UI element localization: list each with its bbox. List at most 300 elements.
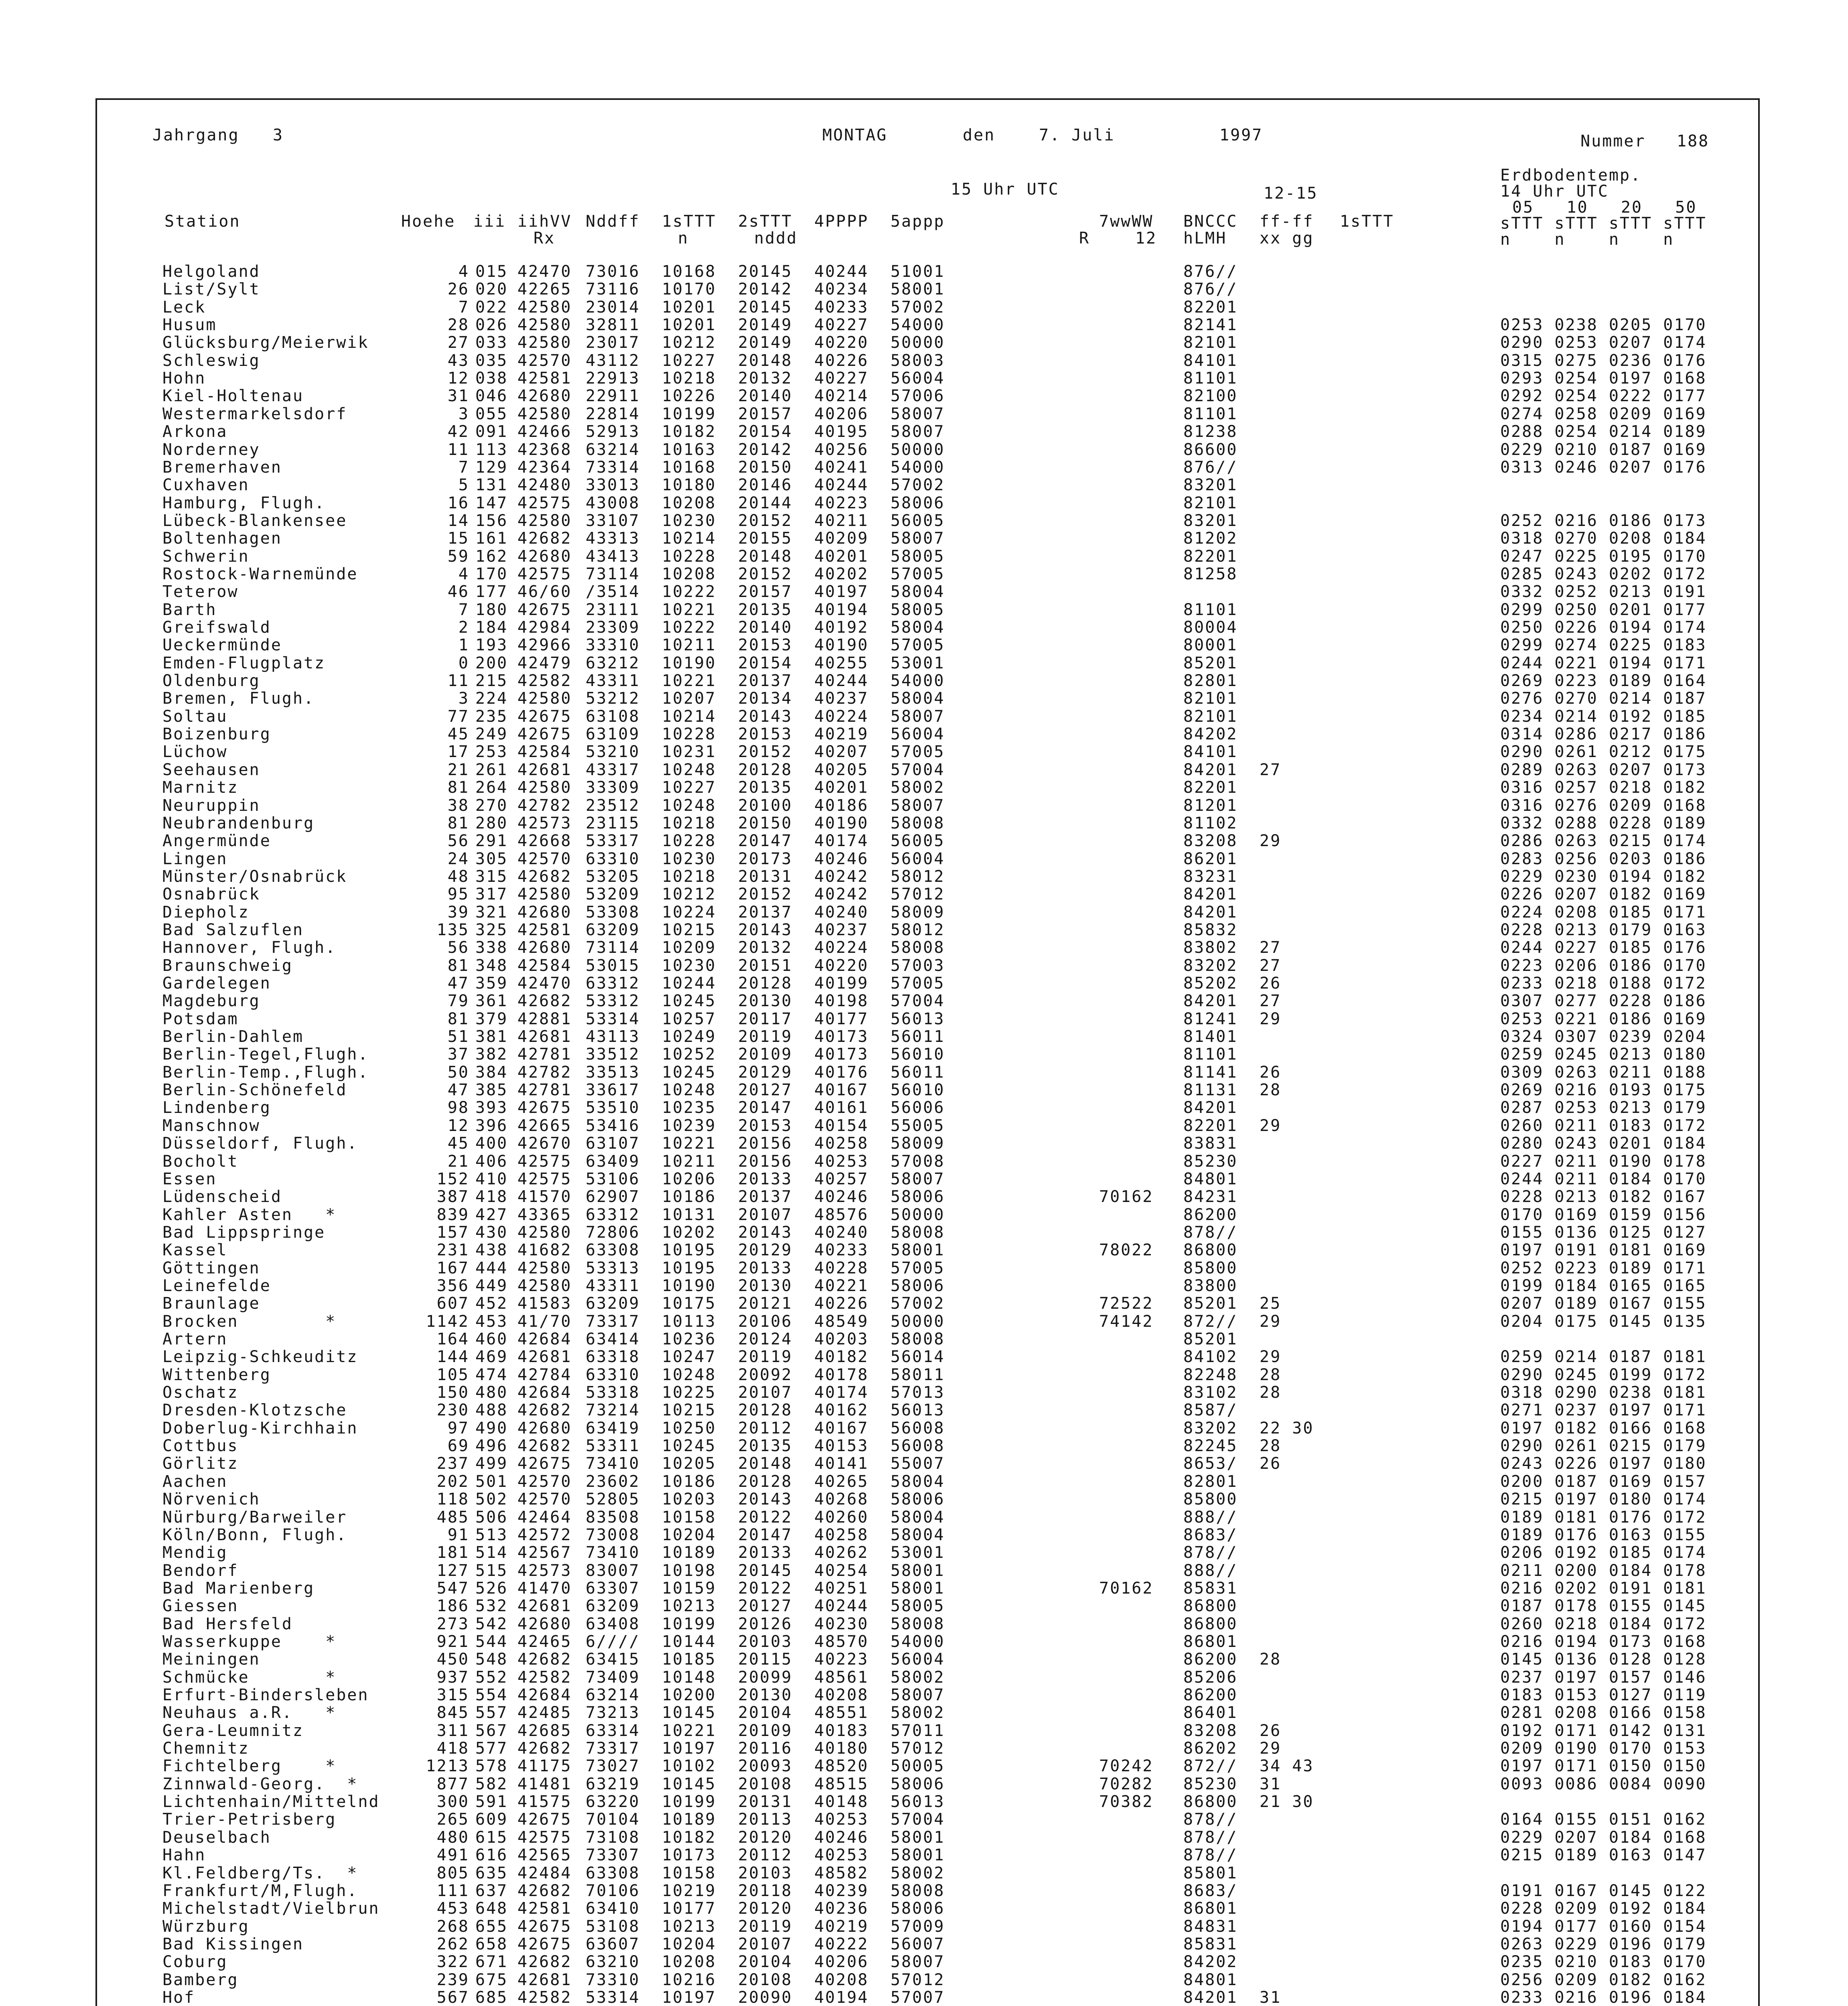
cell-5appp: 54000 bbox=[891, 316, 945, 335]
cell-iii: 384 bbox=[475, 1063, 508, 1082]
cell-station: Braunlage bbox=[162, 1294, 260, 1313]
cell-station: Bad Lippspringe bbox=[162, 1223, 326, 1242]
cell-nddff: 22911 bbox=[586, 387, 640, 406]
cell-bnccc: 82101 bbox=[1183, 493, 1238, 512]
cell-5appp: 58007 bbox=[891, 529, 945, 548]
cell-hoehe: 12 bbox=[447, 1116, 469, 1135]
cell-1sttt: 10202 bbox=[662, 1223, 716, 1242]
cell-nddff: 83508 bbox=[586, 1508, 640, 1527]
cell-soil: 0260 0218 0184 0172 bbox=[1500, 1614, 1707, 1633]
cell-4pppp: 40206 bbox=[814, 1953, 869, 1971]
cell-4pppp: 40227 bbox=[814, 316, 869, 335]
cell-bnccc: 86401 bbox=[1183, 1703, 1238, 1722]
cell-1sttt: 10203 bbox=[662, 1490, 716, 1509]
cell-iihvv: 42584 bbox=[517, 956, 572, 975]
table-row bbox=[0, 334, 1848, 351]
cell-iihvv: 42675 bbox=[517, 1917, 572, 1936]
cell-2sttt: 20134 bbox=[738, 689, 793, 708]
table-row bbox=[0, 352, 1848, 370]
cell-nddff: 63308 bbox=[586, 1864, 640, 1882]
cell-7wwww: 74142 bbox=[1099, 1312, 1154, 1331]
cell-hoehe: 300 bbox=[436, 1793, 469, 1811]
cell-iii: 635 bbox=[475, 1864, 508, 1882]
cell-hoehe: 45 bbox=[447, 725, 469, 744]
cell-station: Norderney bbox=[162, 440, 260, 459]
cell-7wwww: 78022 bbox=[1099, 1241, 1154, 1260]
table-row bbox=[0, 1669, 1848, 1686]
cell-station: Artern bbox=[162, 1330, 228, 1348]
cell-iihvv: 43365 bbox=[517, 1205, 572, 1224]
cell-station: Frankfurt/M,Flugh. bbox=[162, 1881, 358, 1900]
cell-1sttt: 10189 bbox=[662, 1810, 716, 1829]
cell-hoehe: 37 bbox=[447, 1045, 469, 1064]
cell-iii: 348 bbox=[475, 956, 508, 975]
cell-iii: 577 bbox=[475, 1739, 508, 1758]
cell-hoehe: 231 bbox=[436, 1241, 469, 1260]
cell-bnccc: 878// bbox=[1183, 1543, 1238, 1562]
cell-5appp: 58007 bbox=[891, 1169, 945, 1188]
cell-iii: 438 bbox=[475, 1241, 508, 1260]
table-row bbox=[0, 423, 1848, 441]
table-row bbox=[0, 1686, 1848, 1704]
cell-bnccc: 84231 bbox=[1183, 1188, 1238, 1206]
cell-iii: 147 bbox=[475, 493, 508, 512]
cell-soil: 0224 0208 0185 0171 bbox=[1500, 903, 1707, 922]
table-row bbox=[0, 1384, 1848, 1401]
cell-iii: 224 bbox=[475, 689, 508, 708]
cell-2sttt: 20119 bbox=[738, 1027, 793, 1046]
cell-1sttt: 10175 bbox=[662, 1294, 716, 1313]
cell-bnccc: 86600 bbox=[1183, 440, 1238, 459]
cell-nddff: 73409 bbox=[586, 1668, 640, 1687]
cell-soil: 0290 0253 0207 0174 bbox=[1500, 333, 1707, 352]
cell-bnccc: 85202 bbox=[1183, 974, 1238, 993]
cell-2sttt: 20108 bbox=[738, 1970, 793, 1989]
cell-iii: 393 bbox=[475, 1098, 508, 1117]
cell-ff: 29 bbox=[1260, 1739, 1282, 1758]
cell-iihvv: 41175 bbox=[517, 1757, 572, 1776]
cell-bnccc: 82201 bbox=[1183, 778, 1238, 797]
cell-1sttt: 10212 bbox=[662, 885, 716, 904]
cell-iihvv: 42675 bbox=[517, 1098, 572, 1117]
cell-ff: 27 bbox=[1260, 760, 1282, 779]
cell-2sttt: 20149 bbox=[738, 333, 793, 352]
table-row bbox=[0, 992, 1848, 1010]
cell-1sttt: 10168 bbox=[662, 458, 716, 477]
cell-1sttt: 10228 bbox=[662, 725, 716, 744]
col-bnccc-sub: hLMH bbox=[1183, 229, 1227, 248]
cell-hoehe: 81 bbox=[447, 956, 469, 975]
cell-iii: 453 bbox=[475, 1312, 508, 1331]
col-r: R bbox=[1079, 229, 1090, 248]
cell-2sttt: 20126 bbox=[738, 1614, 793, 1633]
cell-nddff: 63312 bbox=[586, 974, 640, 993]
cell-iihvv: 42984 bbox=[517, 618, 572, 637]
cell-5appp: 57005 bbox=[891, 636, 945, 655]
cell-2sttt: 20144 bbox=[738, 493, 793, 512]
cell-hoehe: 1213 bbox=[426, 1757, 469, 1776]
cell-soil: 0292 0254 0222 0177 bbox=[1500, 387, 1707, 406]
cell-ff: 21 30 bbox=[1260, 1793, 1314, 1811]
cell-iihvv: 42675 bbox=[517, 725, 572, 744]
cell-ff: 27 bbox=[1260, 992, 1282, 1011]
table-row bbox=[0, 1935, 1848, 1953]
cell-2sttt: 20152 bbox=[738, 885, 793, 904]
cell-station: Bamberg bbox=[162, 1970, 239, 1989]
cell-2sttt: 20149 bbox=[738, 316, 793, 335]
cell-2sttt: 20148 bbox=[738, 351, 793, 370]
cell-2sttt: 20107 bbox=[738, 1205, 793, 1224]
cell-station: Hamburg, Flugh. bbox=[162, 493, 326, 512]
cell-4pppp: 40253 bbox=[814, 1152, 869, 1171]
cell-5appp: 57007 bbox=[891, 1988, 945, 2006]
table-row bbox=[0, 1117, 1848, 1135]
cell-1sttt: 10213 bbox=[662, 1597, 716, 1616]
cell-4pppp: 40183 bbox=[814, 1721, 869, 1740]
cell-iihvv: 42580 bbox=[517, 689, 572, 708]
year: 1997 bbox=[1219, 126, 1263, 144]
cell-5appp: 56006 bbox=[891, 1098, 945, 1117]
cell-iii: 385 bbox=[475, 1081, 508, 1100]
cell-bnccc: 81258 bbox=[1183, 564, 1238, 583]
cell-4pppp: 40148 bbox=[814, 1793, 869, 1811]
cell-iii: 361 bbox=[475, 992, 508, 1011]
cell-iihvv: 41481 bbox=[517, 1775, 572, 1793]
cell-hoehe: 167 bbox=[436, 1259, 469, 1277]
cell-station: Arkona bbox=[162, 422, 228, 441]
cell-ff: 27 bbox=[1260, 956, 1282, 975]
cell-2sttt: 20156 bbox=[738, 1134, 793, 1153]
cell-4pppp: 40224 bbox=[814, 938, 869, 957]
cell-2sttt: 20132 bbox=[738, 938, 793, 957]
cell-station: Wasserkuppe * bbox=[162, 1632, 337, 1651]
cell-nddff: 63409 bbox=[586, 1152, 640, 1171]
cell-iii: 253 bbox=[475, 743, 508, 761]
cell-4pppp: 40195 bbox=[814, 422, 869, 441]
cell-hoehe: 56 bbox=[447, 832, 469, 851]
cell-hoehe: 50 bbox=[447, 1063, 469, 1082]
cell-2sttt: 20131 bbox=[738, 1793, 793, 1811]
table-row bbox=[0, 387, 1848, 405]
cell-5appp: 56004 bbox=[891, 849, 945, 868]
cell-5appp: 58006 bbox=[891, 1899, 945, 1918]
cell-ff: 27 bbox=[1260, 938, 1282, 957]
cell-iihvv: 42575 bbox=[517, 564, 572, 583]
cell-5appp: 57012 bbox=[891, 1970, 945, 1989]
cell-4pppp: 40226 bbox=[814, 1294, 869, 1313]
cell-nddff: 32811 bbox=[586, 316, 640, 335]
cell-2sttt: 20108 bbox=[738, 1775, 793, 1793]
table-row bbox=[0, 1330, 1848, 1348]
cell-nddff: 53416 bbox=[586, 1116, 640, 1135]
cell-station: Deuselbach bbox=[162, 1828, 271, 1847]
cell-nddff: /3514 bbox=[586, 583, 640, 601]
cell-4pppp: 40237 bbox=[814, 920, 869, 939]
cell-5appp: 58005 bbox=[891, 547, 945, 566]
cell-nddff: 63307 bbox=[586, 1579, 640, 1598]
cell-bnccc: 85201 bbox=[1183, 1294, 1238, 1313]
cell-4pppp: 40162 bbox=[814, 1401, 869, 1420]
cell-2sttt: 20116 bbox=[738, 1739, 793, 1758]
cell-bnccc: 878// bbox=[1183, 1846, 1238, 1865]
table-row bbox=[0, 530, 1848, 547]
cell-station: Osnabrück bbox=[162, 885, 260, 904]
cell-hoehe: 7 bbox=[458, 458, 469, 477]
cell-iii: 035 bbox=[475, 351, 508, 370]
cell-5appp: 58005 bbox=[891, 600, 945, 619]
col-iii: iii bbox=[473, 212, 506, 231]
cell-2sttt: 20152 bbox=[738, 511, 793, 530]
cell-1sttt: 10222 bbox=[662, 618, 716, 637]
cell-iihvv: 42881 bbox=[517, 1009, 572, 1028]
cell-1sttt: 10201 bbox=[662, 298, 716, 317]
cell-soil: 0189 0176 0163 0155 bbox=[1500, 1525, 1707, 1544]
cell-ff: 29 bbox=[1260, 1312, 1282, 1331]
table-row bbox=[0, 636, 1848, 654]
cell-ff: 26 bbox=[1260, 974, 1282, 993]
cell-bnccc: 84202 bbox=[1183, 725, 1238, 744]
cell-iihvv: 42580 bbox=[517, 333, 572, 352]
cell-nddff: 43112 bbox=[586, 351, 640, 370]
col-2sttt-sub: nddd bbox=[754, 229, 798, 248]
cell-iihvv: 42368 bbox=[517, 440, 572, 459]
cell-iihvv: 42680 bbox=[517, 1614, 572, 1633]
cell-bnccc: 82141 bbox=[1183, 316, 1238, 335]
cell-station: Potsdam bbox=[162, 1009, 239, 1028]
cell-bnccc: 86200 bbox=[1183, 1650, 1238, 1669]
cell-4pppp: 40219 bbox=[814, 725, 869, 744]
cell-nddff: 63415 bbox=[586, 1650, 640, 1669]
cell-station: Helgoland bbox=[162, 262, 260, 281]
cell-1sttt: 10221 bbox=[662, 600, 716, 619]
cell-iii: 418 bbox=[475, 1188, 508, 1206]
cell-iii: 129 bbox=[475, 458, 508, 477]
cell-4pppp: 40237 bbox=[814, 689, 869, 708]
cell-iihvv: 42479 bbox=[517, 654, 572, 672]
cell-station: Oldenburg bbox=[162, 672, 260, 690]
cell-hoehe: 81 bbox=[447, 778, 469, 797]
col-ff-sub: xx gg bbox=[1260, 229, 1314, 248]
cell-5appp: 56014 bbox=[891, 1348, 945, 1366]
table-row bbox=[0, 1775, 1848, 1793]
cell-4pppp: 40224 bbox=[814, 707, 869, 726]
cell-2sttt: 20147 bbox=[738, 832, 793, 851]
cell-1sttt: 10102 bbox=[662, 1757, 716, 1776]
cell-iii: 609 bbox=[475, 1810, 508, 1829]
table-row bbox=[0, 1277, 1848, 1295]
cell-bnccc: 86800 bbox=[1183, 1614, 1238, 1633]
cell-1sttt: 10248 bbox=[662, 760, 716, 779]
cell-2sttt: 20112 bbox=[738, 1846, 793, 1865]
cell-nddff: 53318 bbox=[586, 1383, 640, 1402]
cell-station: Boizenburg bbox=[162, 725, 271, 744]
cell-5appp: 54000 bbox=[891, 458, 945, 477]
cell-hoehe: 315 bbox=[436, 1686, 469, 1704]
cell-soil: 0233 0218 0188 0172 bbox=[1500, 974, 1707, 993]
cell-ff: 25 bbox=[1260, 1294, 1282, 1313]
cell-nddff: 73116 bbox=[586, 280, 640, 299]
table-row bbox=[0, 1971, 1848, 1989]
cell-soil: 0288 0254 0214 0189 bbox=[1500, 422, 1707, 441]
cell-1sttt: 10195 bbox=[662, 1241, 716, 1260]
cell-soil: 0189 0181 0176 0172 bbox=[1500, 1508, 1707, 1527]
cell-5appp: 57002 bbox=[891, 476, 945, 495]
table-row bbox=[0, 1562, 1848, 1580]
cell-5appp: 57004 bbox=[891, 760, 945, 779]
cell-5appp: 57005 bbox=[891, 743, 945, 761]
cell-hoehe: 27 bbox=[447, 333, 469, 352]
cell-1sttt: 10145 bbox=[662, 1703, 716, 1722]
cell-5appp: 58004 bbox=[891, 1525, 945, 1544]
cell-5appp: 58004 bbox=[891, 583, 945, 601]
cell-5appp: 57006 bbox=[891, 387, 945, 406]
cell-hoehe: 157 bbox=[436, 1223, 469, 1242]
cell-nddff: 63310 bbox=[586, 1365, 640, 1384]
cell-soil: 0191 0167 0145 0122 bbox=[1500, 1881, 1707, 1900]
cell-soil: 0215 0189 0163 0147 bbox=[1500, 1846, 1707, 1865]
cell-2sttt: 20120 bbox=[738, 1899, 793, 1918]
cell-4pppp: 40244 bbox=[814, 476, 869, 495]
cell-1sttt: 10190 bbox=[662, 654, 716, 672]
cell-5appp: 58002 bbox=[891, 1864, 945, 1882]
cell-1sttt: 10186 bbox=[662, 1188, 716, 1206]
cell-soil: 0211 0200 0184 0178 bbox=[1500, 1561, 1707, 1580]
cell-nddff: 63214 bbox=[586, 1686, 640, 1704]
cell-nddff: 73310 bbox=[586, 1970, 640, 1989]
table-row bbox=[0, 619, 1848, 636]
cell-5appp: 58001 bbox=[891, 280, 945, 299]
cell-iihvv: 42681 bbox=[517, 1348, 572, 1366]
cell-iii: 235 bbox=[475, 707, 508, 726]
cell-iihvv: 42364 bbox=[517, 458, 572, 477]
cell-station: Diepholz bbox=[162, 903, 250, 922]
cell-7wwww: 72522 bbox=[1099, 1294, 1154, 1313]
cell-iihvv: 42465 bbox=[517, 1632, 572, 1651]
cell-2sttt: 20103 bbox=[738, 1632, 793, 1651]
cell-bnccc: 85230 bbox=[1183, 1775, 1238, 1793]
cell-hoehe: 105 bbox=[436, 1365, 469, 1384]
cell-2sttt: 20107 bbox=[738, 1935, 793, 1953]
cell-1sttt: 10199 bbox=[662, 1793, 716, 1811]
cell-hoehe: 91 bbox=[447, 1525, 469, 1544]
table-row bbox=[0, 868, 1848, 885]
cell-5appp: 58012 bbox=[891, 920, 945, 939]
cell-1sttt: 10248 bbox=[662, 796, 716, 815]
cell-hoehe: 97 bbox=[447, 1419, 469, 1437]
cell-2sttt: 20145 bbox=[738, 298, 793, 317]
cell-iii: 162 bbox=[475, 547, 508, 566]
table-row bbox=[0, 743, 1848, 761]
cell-iihvv: 41682 bbox=[517, 1241, 572, 1260]
table-row bbox=[0, 1722, 1848, 1740]
cell-5appp: 56010 bbox=[891, 1081, 945, 1100]
cell-2sttt: 20124 bbox=[738, 1330, 793, 1348]
cell-4pppp: 40174 bbox=[814, 832, 869, 851]
cell-soil: 0155 0136 0125 0127 bbox=[1500, 1223, 1707, 1242]
cell-iii: 022 bbox=[475, 298, 508, 317]
cell-nddff: 52913 bbox=[586, 422, 640, 441]
cell-bnccc: 86202 bbox=[1183, 1739, 1238, 1758]
cell-nddff: 73008 bbox=[586, 1525, 640, 1544]
cell-1sttt: 10201 bbox=[662, 316, 716, 335]
cell-iihvv: 42470 bbox=[517, 974, 572, 993]
cell-iihvv: 42682 bbox=[517, 1881, 572, 1900]
cell-nddff: 63209 bbox=[586, 1294, 640, 1313]
cell-iihvv: 42575 bbox=[517, 493, 572, 512]
col-soil: sTTT sTTT sTTT sTTT bbox=[1500, 214, 1707, 233]
cell-nddff: 63209 bbox=[586, 920, 640, 939]
cell-4pppp: 40153 bbox=[814, 1437, 869, 1456]
cell-5appp: 56008 bbox=[891, 1419, 945, 1437]
cell-station: Düsseldorf, Flugh. bbox=[162, 1134, 358, 1153]
cell-station: Coburg bbox=[162, 1953, 228, 1971]
table-row bbox=[0, 1633, 1848, 1651]
cell-iihvv: 42680 bbox=[517, 938, 572, 957]
table-row bbox=[0, 1740, 1848, 1757]
cell-1sttt: 10250 bbox=[662, 1419, 716, 1437]
cell-4pppp: 40265 bbox=[814, 1472, 869, 1491]
soil-depths: 05 10 20 50 bbox=[1512, 198, 1697, 217]
cell-4pppp: 40176 bbox=[814, 1063, 869, 1082]
cell-iihvv: 42665 bbox=[517, 1116, 572, 1135]
cell-2sttt: 20130 bbox=[738, 1276, 793, 1295]
table-row bbox=[0, 1099, 1848, 1117]
cell-4pppp: 40154 bbox=[814, 1116, 869, 1135]
cell-soil: 0192 0171 0142 0131 bbox=[1500, 1721, 1707, 1740]
cell-bnccc: 83802 bbox=[1183, 938, 1238, 957]
cell-4pppp: 40260 bbox=[814, 1508, 869, 1527]
cell-1sttt: 10190 bbox=[662, 1276, 716, 1295]
cell-4pppp: 40194 bbox=[814, 600, 869, 619]
col-1sttt-sub: n bbox=[678, 229, 689, 248]
cell-2sttt: 20109 bbox=[738, 1045, 793, 1064]
cell-iihvv: 42464 bbox=[517, 1508, 572, 1527]
cell-2sttt: 20122 bbox=[738, 1579, 793, 1598]
cell-5appp: 57012 bbox=[891, 885, 945, 904]
cell-4pppp: 40253 bbox=[814, 1810, 869, 1829]
table-row bbox=[0, 1882, 1848, 1900]
table-row bbox=[0, 405, 1848, 423]
table-row bbox=[0, 512, 1848, 530]
cell-station: Chemnitz bbox=[162, 1739, 250, 1758]
cell-bnccc: 876// bbox=[1183, 280, 1238, 299]
cell-1sttt: 10213 bbox=[662, 1917, 716, 1936]
table-row bbox=[0, 672, 1848, 690]
cell-nddff: 63209 bbox=[586, 1597, 640, 1616]
cell-iii: 499 bbox=[475, 1454, 508, 1473]
cell-4pppp: 40254 bbox=[814, 1561, 869, 1580]
table-row bbox=[0, 1455, 1848, 1472]
cell-hoehe: 14 bbox=[447, 511, 469, 530]
cell-2sttt: 20152 bbox=[738, 564, 793, 583]
cell-5appp: 58001 bbox=[891, 1828, 945, 1847]
cell-5appp: 58007 bbox=[891, 707, 945, 726]
cell-bnccc: 82100 bbox=[1183, 387, 1238, 406]
cell-hoehe: 230 bbox=[436, 1401, 469, 1420]
cell-station: Magdeburg bbox=[162, 992, 260, 1011]
cell-hoehe: 311 bbox=[436, 1721, 469, 1740]
cell-5appp: 50000 bbox=[891, 333, 945, 352]
cell-hoehe: 268 bbox=[436, 1917, 469, 1936]
cell-iii: 406 bbox=[475, 1152, 508, 1171]
cell-nddff: 63219 bbox=[586, 1775, 640, 1793]
cell-station: Bremen, Flugh. bbox=[162, 689, 315, 708]
cell-4pppp: 40167 bbox=[814, 1419, 869, 1437]
cell-4pppp: 40244 bbox=[814, 672, 869, 690]
cell-1sttt: 10159 bbox=[662, 1579, 716, 1598]
cell-station: Oschatz bbox=[162, 1383, 239, 1402]
cell-soil: 0280 0243 0201 0184 bbox=[1500, 1134, 1707, 1153]
